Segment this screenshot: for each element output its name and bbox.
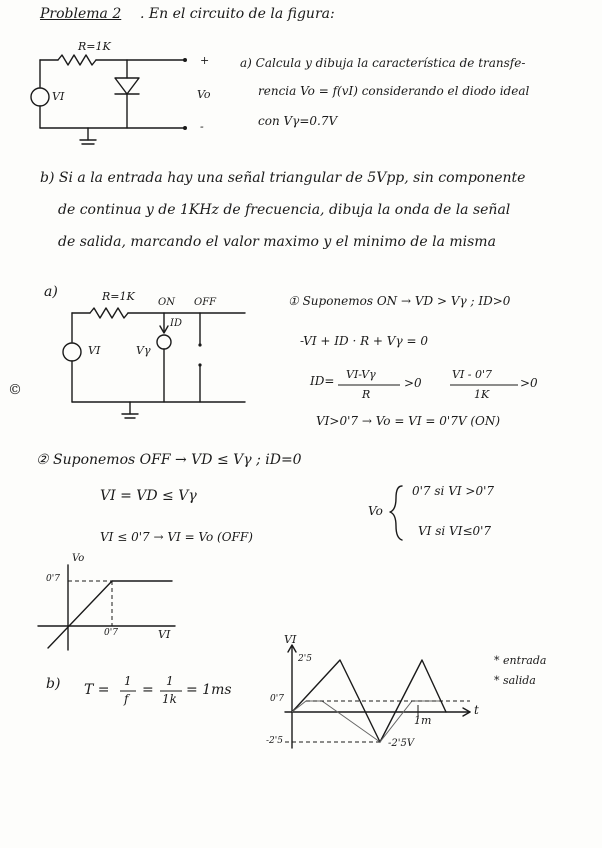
circuit-2: [63, 308, 245, 418]
graph2-legend-output: * salida: [494, 674, 536, 687]
sol-a-on: ON: [158, 297, 175, 308]
part-a-line1: a) Calcula y dibuja la característica de transfe-: [240, 56, 526, 70]
case1-frac2-den: 1K: [474, 388, 490, 401]
graph2-vi: VI: [284, 633, 297, 646]
fig1-vout: Vo: [197, 88, 211, 101]
fig1-plus: +: [200, 54, 210, 67]
waveform-graph: [285, 645, 470, 748]
graph2-t: t: [474, 703, 479, 717]
case1-eq2-lhs: ID=: [310, 374, 335, 388]
case1-head: ① Suponemos ON → VD > Vγ ; ID>0: [288, 294, 511, 308]
diode-1: [115, 78, 139, 94]
problem-title: Problema 2: [40, 6, 122, 22]
part-b-line3: de salida, marcando el valor maximo y el minimo de la misma: [58, 234, 496, 250]
case2-r1: 0'7 si VI >0'7: [412, 484, 495, 498]
case1-gt0a: >0: [404, 376, 422, 390]
case1-frac2-num: VI - 0'7: [452, 368, 493, 381]
graph2-tick: 1m: [414, 714, 432, 727]
graph2-min: -2'5V: [388, 738, 415, 749]
sol-a-resistor-label: R=1K: [102, 290, 135, 303]
graph2-legend-input: * entrada: [494, 654, 547, 667]
graph2-y07: 0'7: [270, 694, 284, 704]
graph1-y07: 0'7: [46, 574, 60, 584]
case1-conclusion: VI>0'7 → Vo = VI = 0'7V (ON): [316, 414, 501, 428]
sol-b-f2-num: 1: [166, 674, 174, 688]
part-a-line3: con Vγ=0.7V: [258, 114, 338, 128]
fig1-vin: VI: [52, 90, 65, 103]
sol-b-f1-den: f: [124, 692, 129, 706]
margin-mark: ©: [8, 382, 22, 398]
fig1-minus: -: [200, 120, 204, 133]
sol-a-vg: Vγ: [136, 344, 151, 357]
sol-b-label: b): [46, 676, 61, 692]
case1-eq1: -VI + ID · R + Vγ = 0: [300, 334, 428, 348]
case2-vo: Vo: [368, 504, 383, 518]
part-b-line2: de continua y de 1KHz de frecuencia, dibuja la onda de la señal: [58, 202, 511, 218]
sol-b-result: = 1ms: [186, 682, 232, 698]
source-2a: [63, 343, 81, 361]
graph1-x07: 0'7: [104, 628, 118, 638]
case2-head: ② Suponemos OFF → VD ≤ Vγ ; iD=0: [36, 452, 302, 468]
graph1-vi: VI: [158, 628, 171, 641]
case2-r2: VI si VI≤0'7: [418, 524, 492, 538]
sol-a-vi: VI: [88, 344, 101, 357]
part-a-line2: rencia Vo = f(vI) considerando el diodo ideal: [258, 84, 530, 98]
resistor-2: [90, 308, 128, 318]
source-1: [31, 88, 49, 106]
resistor-1: [58, 55, 96, 65]
graph2-top: 2'5: [298, 654, 312, 664]
case2-eq1: VI = VD ≤ Vγ: [100, 488, 197, 504]
case1-gt0b: >0: [520, 376, 538, 390]
sol-b-eq: =: [142, 682, 154, 698]
sol-a-id: ID: [170, 318, 182, 329]
sol-b-f1-num: 1: [124, 674, 132, 688]
sol-b-T: T =: [84, 682, 110, 698]
case1-frac1-num: VI-Vγ: [346, 368, 376, 381]
case2-eq2: VI ≤ 0'7 → VI = Vo (OFF): [100, 530, 253, 544]
graph2-bottom: -2'5: [266, 736, 283, 746]
sol-a-label: a): [44, 284, 58, 300]
sol-a-off: OFF: [194, 297, 217, 308]
source-2b: [157, 335, 171, 349]
graph1-vo: Vo: [72, 553, 85, 564]
sol-b-f2-den: 1k: [162, 692, 177, 706]
part-b-line1: b) Si a la entrada hay una señal triangular de 5Vpp, sin componente: [40, 170, 526, 186]
problem-intro: . En el circuito de la figura:: [140, 6, 335, 22]
case1-frac1-den: R: [362, 388, 371, 401]
fig1-resistor-label: R=1K: [78, 40, 111, 53]
